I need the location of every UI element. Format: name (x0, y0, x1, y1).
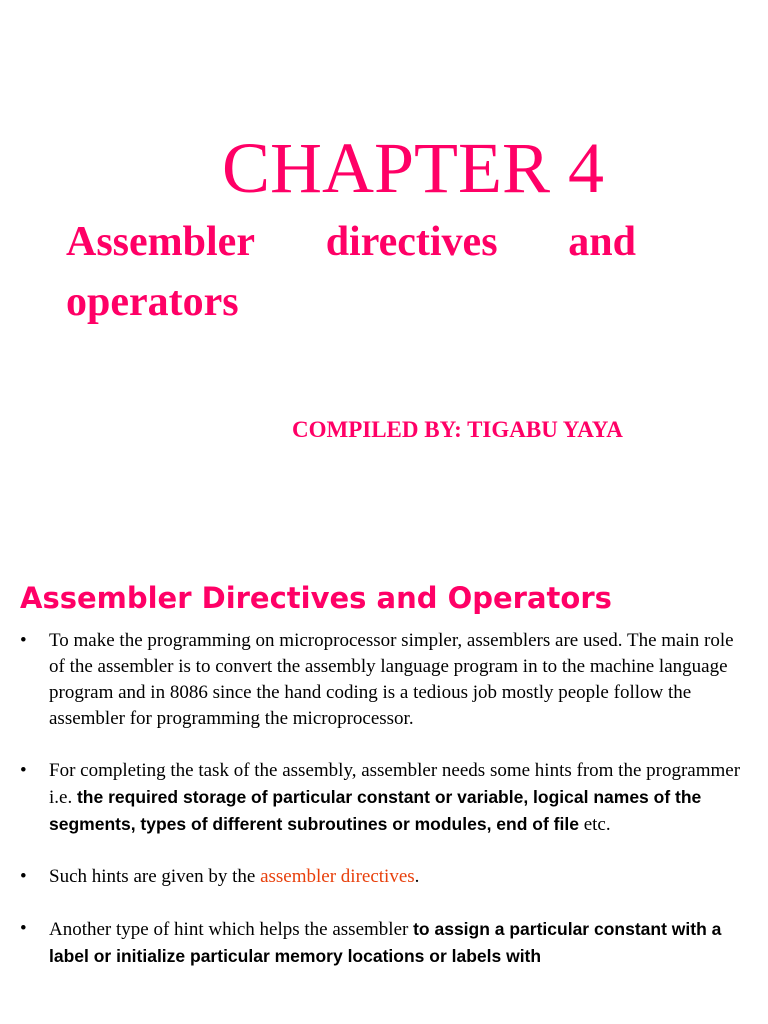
compiled-by-credit: COMPILED BY: TIGABU YAYA (292, 417, 623, 442)
bullet-text: etc. (578, 814, 611, 835)
bullet-item (0, 916, 768, 970)
bullet-text: Such hints are given by the (49, 866, 261, 887)
bullet-icon: • (20, 630, 27, 651)
bullet-list (0, 628, 768, 996)
section-heading: Assembler Directives and Operators (20, 581, 612, 615)
chapter-title: CHAPTER 4 (222, 128, 605, 208)
bullet-item (0, 864, 768, 890)
bullet-text: To make the programming on microprocessor simpler, assemblers are used. The main role of the assembler is to convert the assembly language program in to the machine language program and in 8086 since the hand coding is a tedious job mostly people follow the assembler for programming the microprocessor. (49, 630, 734, 729)
subtitle-word: directives (325, 219, 498, 265)
bullet-icon: • (20, 866, 27, 887)
bullet-text: . (414, 866, 420, 887)
bullet-item (0, 628, 768, 732)
bullet-bold-text: the required storage of particular constant or variable, logical names of the segments, types of different subroutines or modules, end of file (49, 787, 702, 834)
subtitle-word: Assembler (66, 219, 255, 265)
bullet-text: For completing the task of the assembly, assembler needs some hints from the programmer i.e. (49, 760, 741, 808)
bullet-text: Another type of hint which helps the assembler (49, 919, 414, 940)
bullet-bold-text: to assign a particular constant with a label or initialize particular memory locations or labels with (49, 919, 722, 966)
bullet-icon: • (20, 918, 27, 939)
subtitle-word: and (568, 219, 636, 265)
subtitle-line-1 (66, 212, 636, 272)
chapter-subtitle (66, 212, 636, 332)
bullet-icon: • (20, 760, 27, 781)
subtitle-line-2: operators (66, 279, 239, 325)
highlighted-term: assembler directives (260, 866, 415, 887)
bullet-item (0, 758, 768, 838)
content-slide (0, 540, 768, 1024)
